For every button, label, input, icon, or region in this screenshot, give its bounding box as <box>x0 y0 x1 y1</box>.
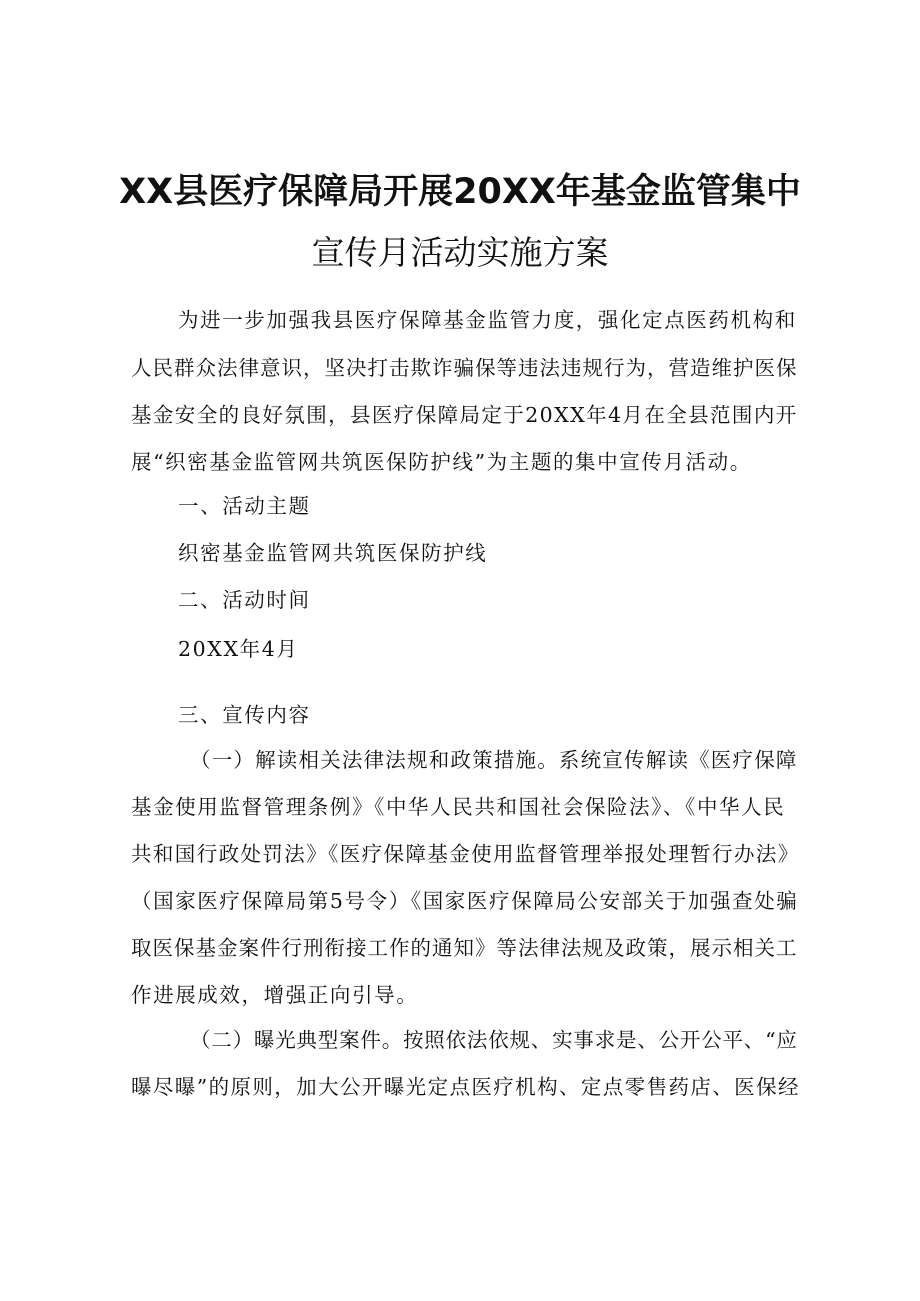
section-2-body: 20XX年4月 <box>178 637 299 661</box>
item-1-line-4: （国家医疗保障局第5号令）《国家医疗保障局公安部关于加强查处骗 <box>131 889 799 913</box>
section-2-heading: 二、活动时间 <box>178 588 311 612</box>
intro-line-2: 人民群众法律意识，坚决打击欺诈骗保等违法违规行为，营造维护医保 <box>131 356 798 380</box>
intro-line-3: 基金安全的良好氛围，县医疗保障局定于20XX年4月在全县范围内开 <box>131 403 798 427</box>
section-3-heading: 三、宣传内容 <box>178 703 311 727</box>
section-1-body: 织密基金监管网共筑医保防护线 <box>178 541 488 565</box>
document-title-line-1: XX县医疗保障局开展20XX年基金监管集中 <box>119 172 801 212</box>
item-1-line-3: 共和国行政处罚法》《医疗保障基金使用监督管理举报处理暂行办法》 <box>131 842 800 866</box>
intro-line-1: 为进一步加强我县医疗保障基金监管力度，强化定点医药机构和 <box>178 308 797 332</box>
item-2-line-1: （二）曝光典型案件。按照依法依规、实事求是、公开公平、“应 <box>190 1028 798 1052</box>
item-1-line-1: （一）解读相关法律法规和政策措施。系统宣传解读《医疗保障 <box>190 748 798 772</box>
item-1-line-2: 基金使用监督管理条例》《中华人民共和国社会保险法》、《中华人民 <box>131 795 786 819</box>
section-1-heading: 一、活动主题 <box>178 494 311 518</box>
item-1-line-5: 取医保基金案件行刑衔接工作的通知》等法律法规及政策，展示相关工 <box>131 936 798 960</box>
item-2-line-2: 曝尽曝”的原则，加大公开曝光定点医疗机构、定点零售药店、医保经 <box>131 1075 800 1099</box>
intro-line-4: 展“织密基金监管网共筑医保防护线”为主题的集中宣传月活动。 <box>131 450 752 474</box>
document-title-line-2: 宣传月活动实施方案 <box>311 233 609 272</box>
item-1-line-6: 作进展成效，增强正向引导。 <box>131 983 419 1007</box>
